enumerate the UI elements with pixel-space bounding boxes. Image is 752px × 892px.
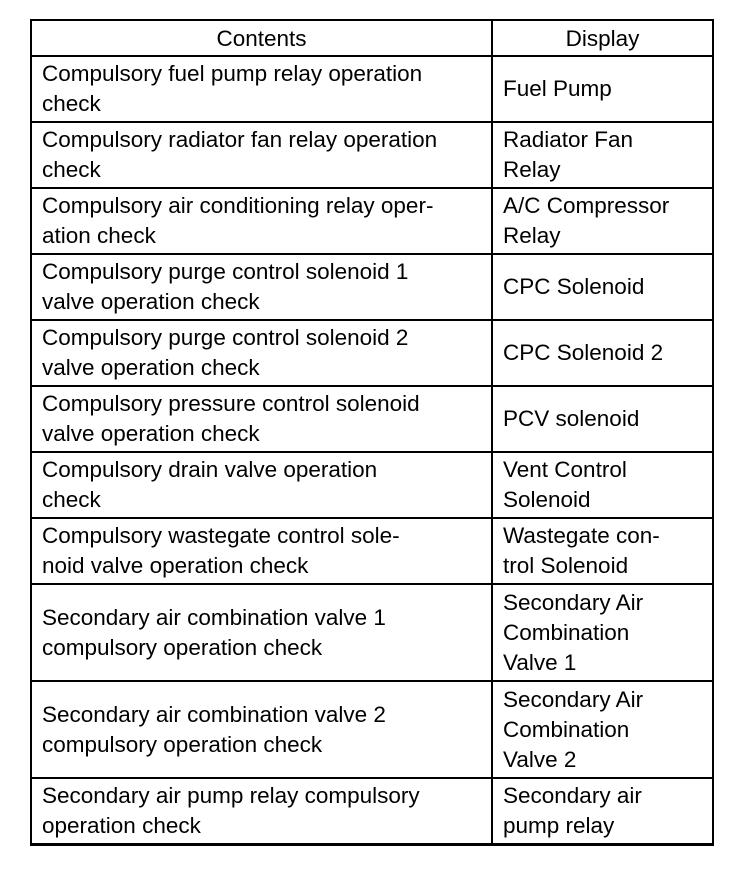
- contents-line: Compulsory fuel pump relay operation: [42, 61, 423, 86]
- table-row: [31, 320, 713, 386]
- contents-line: Compulsory wastegate control sole-: [42, 523, 400, 548]
- contents-line: noid valve operation check: [42, 553, 309, 578]
- display-line: CPC Solenoid: [503, 274, 645, 299]
- display-line: Secondary Air: [503, 686, 644, 712]
- contents-line: Secondary air combination valve 1: [42, 604, 386, 630]
- table-row: [31, 386, 713, 452]
- contents-line: check: [42, 157, 101, 182]
- display-line: Relay: [503, 223, 561, 248]
- display-line: Relay: [503, 157, 561, 182]
- contents-cell: [31, 56, 492, 122]
- table-row: [31, 254, 713, 320]
- display-cell: [492, 452, 713, 518]
- contents-line: Compulsory pressure control solenoid: [42, 391, 420, 416]
- display-line: Wastegate con-: [503, 523, 660, 548]
- contents-line: Compulsory radiator fan relay operation: [42, 127, 438, 152]
- contents-line: Compulsory purge control solenoid 1: [42, 259, 409, 284]
- display-cell: [492, 56, 713, 122]
- contents-line: Compulsory drain valve operation: [42, 457, 378, 482]
- table-row: [31, 778, 713, 845]
- display-cell: [492, 518, 713, 584]
- table-row: [31, 584, 713, 681]
- display-line: Radiator Fan: [503, 127, 634, 152]
- display-line: Combination: [503, 716, 630, 742]
- display-line: Solenoid: [503, 487, 591, 512]
- display-line: Secondary air: [503, 783, 642, 808]
- display-cell: [492, 386, 713, 452]
- table-row: [31, 681, 713, 778]
- display-line: pump relay: [503, 813, 615, 838]
- table-row: [31, 188, 713, 254]
- contents-cell: [31, 188, 492, 254]
- display-cell: [492, 122, 713, 188]
- header-row: [31, 20, 713, 56]
- display-line: Vent Control: [503, 457, 627, 482]
- contents-line: check: [42, 91, 101, 116]
- contents-line: compulsory operation check: [42, 731, 323, 757]
- contents-line: Compulsory air conditioning relay oper-: [42, 193, 434, 218]
- contents-line: valve operation check: [42, 355, 260, 380]
- compulsory-operation-table: [30, 19, 714, 846]
- contents-cell: [31, 452, 492, 518]
- contents-line: valve operation check: [42, 289, 260, 314]
- display-line: CPC Solenoid 2: [503, 340, 664, 365]
- contents-line: ation check: [42, 223, 156, 248]
- table-row: [31, 518, 713, 584]
- contents-line: Secondary air combination valve 2: [42, 701, 386, 727]
- contents-line: valve operation check: [42, 421, 260, 446]
- table-row: [31, 122, 713, 188]
- table-row: [31, 56, 713, 122]
- header-contents: Contents: [31, 20, 492, 56]
- contents-line: check: [42, 487, 101, 512]
- display-cell: [492, 584, 713, 681]
- contents-line: Secondary air pump relay compulsory: [42, 783, 420, 808]
- display-cell: [492, 188, 713, 254]
- display-cell: [492, 778, 713, 845]
- display-line: Secondary Air: [503, 589, 644, 615]
- display-line: Combination: [503, 619, 630, 645]
- display-line: Valve 2: [503, 746, 577, 772]
- display-cell: [492, 320, 713, 386]
- contents-cell: [31, 320, 492, 386]
- display-line: Valve 1: [503, 649, 577, 675]
- contents-cell: [31, 254, 492, 320]
- contents-line: compulsory operation check: [42, 634, 323, 660]
- contents-cell: [31, 386, 492, 452]
- contents-cell: [31, 778, 492, 845]
- display-cell: [492, 681, 713, 778]
- display-cell: [492, 254, 713, 320]
- display-line: A/C Compressor: [503, 193, 670, 218]
- display-line: trol Solenoid: [503, 553, 629, 578]
- contents-cell: [31, 122, 492, 188]
- table-row: [31, 452, 713, 518]
- contents-cell: [31, 681, 492, 778]
- header-display: Display: [492, 20, 713, 56]
- contents-line: operation check: [42, 813, 201, 838]
- contents-line: Compulsory purge control solenoid 2: [42, 325, 409, 350]
- display-line: PCV solenoid: [503, 406, 640, 431]
- display-line: Fuel Pump: [503, 76, 612, 101]
- contents-cell: [31, 584, 492, 681]
- contents-cell: [31, 518, 492, 584]
